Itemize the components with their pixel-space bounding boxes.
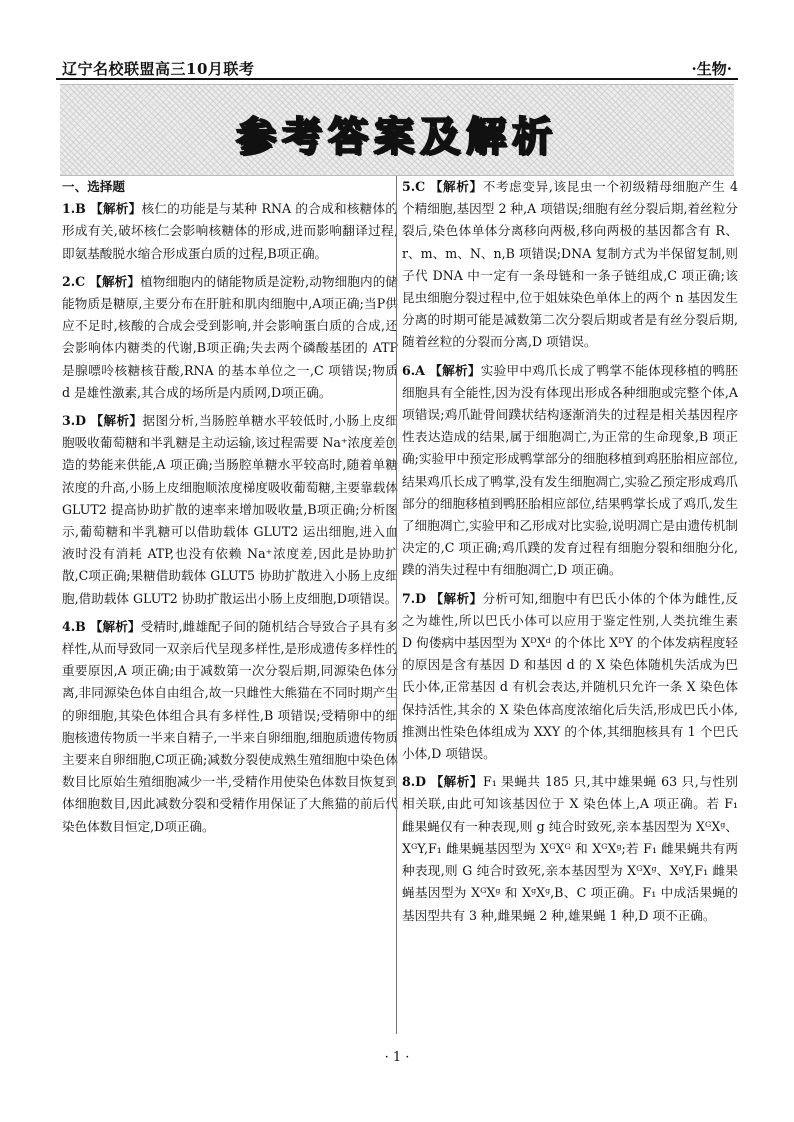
right-column <box>402 176 738 933</box>
question-number: 3.D <box>62 413 87 429</box>
question-5 <box>402 176 738 354</box>
analysis-tag: 【解析】 <box>430 590 483 606</box>
question-number: 1.B <box>62 201 86 217</box>
question-number: 6.A <box>402 362 425 378</box>
left-column <box>62 176 398 844</box>
section-heading: 一、选择题 <box>62 179 125 194</box>
question-number: 8.D <box>402 774 427 790</box>
question-1 <box>62 198 398 265</box>
analysis-tag: 【解析】 <box>429 362 481 378</box>
question-body: 植物细胞内的储能物质是淀粉,动物细胞内的储能物质是糖原,主要分布在肝脏和肌肉细胞中,A项正确;当P供应不足时,核酸的合成会受到影响,并会影响蛋白质的合成,还会影响体内糖类的代谢,B项正确;失去两个磷酸基团的 ATP 是腺嘌呤核糖核苷酸,RNA 的基本单位之一,C 项错误;物质 d 是雄性激素,其合成的场所是内质网,D项正确。 <box>62 273 398 400</box>
question-body: F₁ 果蝇共 185 只,其中雄果蝇 63 只,与性别相关联,由此可知该基因位于 X 染色体上,A 项正确。若 F₁ 雌果蝇仅有一种表现,则 g 纯合时致死,亲本基因型为 XᴳXᵍ、XᴳY,F₁ 雌果蝇基因型为 XᴳXᴳ 和 XᴳXᵍ;若 F₁ 雌果蝇共有两种表现,则 G 纯合时致死,亲本基因型为 XᴳXᵍ、XᵍY,F₁ 雌果蝇基因型为 XᴳXᵍ 和 XᵍXᵍ,B、C 项正确。F₁ 中成活果蝇的基因型共有 3 种,雌果蝇 2 种,雄果蝇 1 种,D 项不正确。 <box>402 774 739 923</box>
question-number: 5.C <box>402 179 426 194</box>
question-body: 核仁的功能是与某种 RNA 的合成和核糖体的形成有关,破坏核仁会影响核糖体的形成,进而影响翻译过程,即氨基酸脱水缩合形成蛋白质的过程,B项正确。 <box>62 201 398 261</box>
question-number: 7.D <box>402 590 427 606</box>
subject-tag: ·生物· <box>691 60 732 78</box>
question-3 <box>62 410 398 610</box>
question-body: 分析可知,细胞中有巴氏小体的个体为雌性,反之为雄性,所以巴氏小体可以应用于鉴定性别,人类抗维生素 D 佝偻病中基因型为 XᴰXᵈ 的个体比 XᴰY 的个体发病程度轻的原因是含有基因 D 和基因 d 的 X 染色体随机失活成为巴氏小体,正常基因 d 有机会表达,并随机只允许一条 X 染色体保持活性,其余的 X 染色体高度浓缩化后失活,形成巴氏小体,推测出性染色体组成为 XXY 的个体,其细胞核具有 1 个巴氏小体,D 项错误。 <box>402 590 738 762</box>
question-8 <box>402 771 738 926</box>
analysis-tag: 【解析】 <box>430 774 483 790</box>
analysis-tag: 【解析】 <box>429 179 483 194</box>
page-number: · 1 · <box>384 1050 410 1065</box>
question-6 <box>402 360 738 582</box>
exam-title: 辽宁名校联盟高三10月联考 <box>62 60 255 78</box>
question-number: 4.B <box>62 618 86 634</box>
analysis-tag: 【解析】 <box>90 201 142 217</box>
question-7 <box>402 588 738 766</box>
page-header <box>56 52 738 80</box>
question-number: 2.C <box>62 273 86 289</box>
question-body: 实验甲中鸡爪长成了鸭掌不能体现移植的鸭胚细胞具有全能性,因为没有体现出形成各种细胞或完整个体,A 项错误;鸡爪趾骨间蹼状结构逐渐消失的过程是相关基因程序性表达造成的结果,属于细胞凋亡,为正常的生命现象,B 项正确;实验甲中预定形成鸭掌部分的细胞移植到鸡胚胎相应部位,结果鸡爪长成了鸭掌,没有发生细胞凋亡,实验乙预定形成鸡爪部分的细胞移植到鸭胚胎相应部位,结果鸭掌长成了鸡爪,发生了细胞凋亡,实验甲和乙形成对比实验,说明凋亡是由遗传机制决定的,C 项正确;鸡爪蹼的发育过程有细胞分裂和细胞分化,蹼的消失过程中有细胞凋亡,D 项正确。 <box>402 362 739 578</box>
analysis-tag: 【解析】 <box>90 413 143 429</box>
banner-title: 参考答案及解析 <box>236 114 558 160</box>
question-body: 受精时,雌雄配子间的随机结合导致合子具有多样性,从而导致同一双亲后代呈现多样性,是形成遗传多样性的重要原因,A 项正确;由于减数第一次分裂后期,同源染色体分离,非同源染色体自由组合,故一只雌性大熊猫在不同时期产生的卵细胞,其染色体组合具有多样性,B 项错误;受精卵中的细胞核遗传物质一半来自精子,一半来自卵细胞,细胞质遗传物质主要来自卵细胞,C项正确;减数分裂使成熟生殖细胞中染色体数目比原始生殖细胞减少一半,受精作用使染色体数目恢复到体细胞数目,因此减数分裂和受精作用保证了大熊猫的前后代染色体数目恒定,D项正确。 <box>62 618 398 834</box>
question-4 <box>62 616 398 838</box>
analysis-tag: 【解析】 <box>89 618 141 634</box>
question-body: 据图分析,当肠腔单糖水平较低时,小肠上皮细胞吸收葡萄糖和半乳糖是主动运输,该过程需要 Na⁺浓度差创造的势能来供能,A 项正确;当肠腔单糖水平较高时,随着单糖浓度的升高,小肠上皮细胞顺浓度梯度吸收葡萄糖,主要靠载体 GLUT2 提高协助扩散的速率来增加吸收量,B项正确;分析图示,葡萄糖和半乳糖可以借助载体 GLUT2 运出细胞,进入血液时没有消耗 ATP,也没有依赖 Na⁺浓度差,因此是协助扩散,C项正确;果糖借助载体 GLUT5 协助扩散进入小肠上皮细胞,借助载体 GLUT2 协助扩散运出小肠上皮细胞,D项错误。 <box>62 413 398 606</box>
question-2 <box>62 271 398 404</box>
question-body: 不考虑变异,该昆虫一个初级精母细胞产生 4 个精细胞,基因型 2 种,A 项错误;细胞有丝分裂后期,着丝粒分裂后,染色体单体分离移向两极,移向两极的基因都含有 R、r、m、m、N、n,B 项错误;DNA 复制方式为半保留复制,则子代 DNA 中一定有一条母链和一条子链组成,C 项正确;该昆虫细胞分裂过程中,位于姐妹染色单体上的两个 n 基因发生分离的时期可能是减数第二次分裂后期或者是有丝分裂后期,随着丝粒的分裂而分离,D 项错误。 <box>402 179 738 350</box>
title-banner <box>60 84 734 176</box>
analysis-tag: 【解析】 <box>89 273 141 289</box>
column-divider <box>396 176 397 1034</box>
